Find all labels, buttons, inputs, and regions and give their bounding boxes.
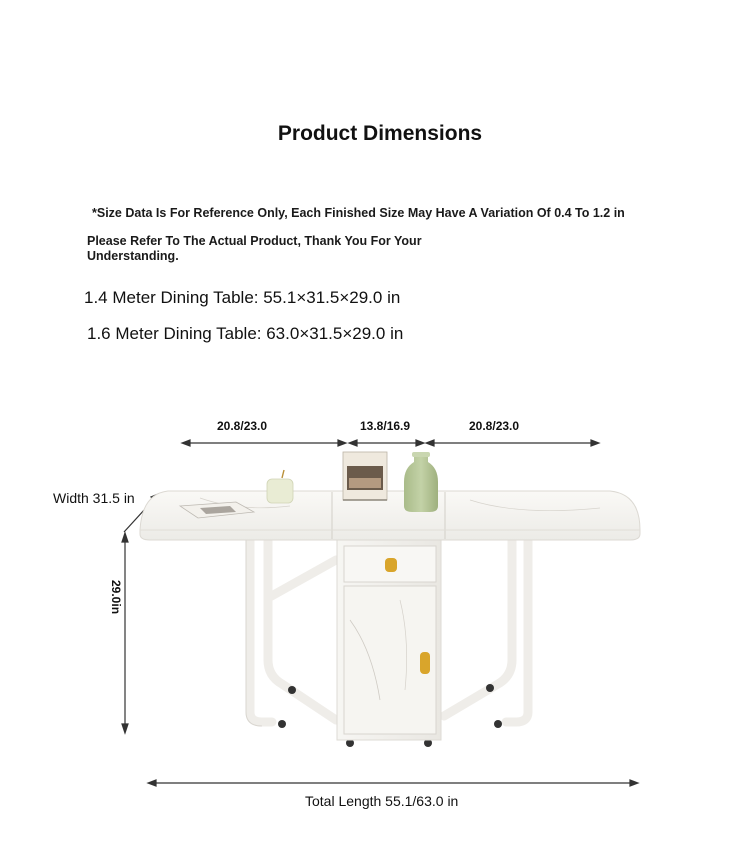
reference-note-line-3: Understanding. xyxy=(87,249,179,263)
vase-decor xyxy=(404,452,438,512)
right-leaf-dimension: 20.8/23.0 xyxy=(469,419,520,433)
page-title: Product Dimensions xyxy=(277,122,483,145)
center-dimension: 13.8/16.9 xyxy=(360,419,411,433)
height-arrow xyxy=(122,533,128,733)
spec-1-6-meter: 1.6 Meter Dining Table: 63.0×31.5×29.0 in xyxy=(87,324,404,343)
reference-note: *Size Data Is For Reference Only, Each Finished Size May Have A Variation Of 0.4 To 1.2 in xyxy=(92,206,625,220)
height-dimension: 29.0in xyxy=(109,580,123,615)
total-length-dimension: Total Length 55.1/63.0 in xyxy=(305,793,459,809)
left-leg-frame xyxy=(250,540,336,722)
cup-decor xyxy=(267,470,293,503)
spec-1-4-meter: 1.4 Meter Dining Table: 55.1×31.5×29.0 in xyxy=(84,288,401,307)
reference-note-line-2: Please Refer To The Actual Product, Thank You For Your xyxy=(87,234,422,248)
width-dimension: Width 31.5 in xyxy=(53,490,135,506)
total-length-arrow xyxy=(148,780,638,786)
door-handle xyxy=(420,652,430,674)
right-leg-frame xyxy=(444,540,528,722)
drawer-handle xyxy=(385,558,397,572)
dimension-arrows-top xyxy=(182,440,599,446)
center-cabinet xyxy=(337,538,441,740)
calendar-decor xyxy=(343,452,387,500)
left-leaf-dimension: 20.8/23.0 xyxy=(217,419,268,433)
